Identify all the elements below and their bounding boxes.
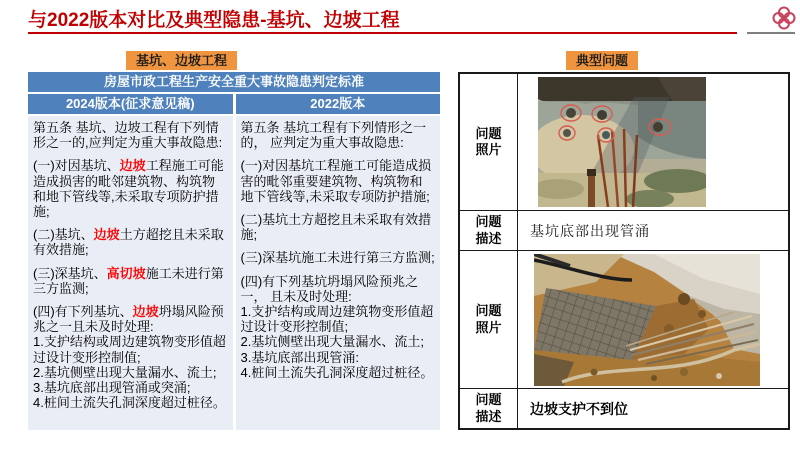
rosette-logo — [771, 5, 797, 31]
column-2022-content: 第五条 基坑工程有下列情形之一的， 应判定为重大事故隐患: (一)对因基坑工程施工可能造成损害的毗邻重要建筑物、构筑物和地下管线等,未采取专项防护措施; (二)基坑土方超挖且未采取有效措施; (三)深基坑施工未进行第三方监测; (四)有下列基坑坍塌风险预兆之一， 且未及时处理: 1.支护结构或周边建筑物变形值超过设计变形控制值; 2.基坑侧壁出现大量漏水、流土; 3.基坑底部出现管涌: 4.桩间土流失孔洞深度超过桩径。 — [236, 116, 441, 430]
problem-photo-label-1: 问题照片 — [460, 74, 518, 210]
problem-desc-text-1: 基坑底部出现管涌 — [518, 210, 788, 250]
problem-desc-text-2: 边坡支护不到位 — [518, 388, 788, 428]
table-title: 房屋市政工程生产安全重大事故隐患判定标准 — [28, 72, 440, 92]
problem-desc-label-2: 问题描述 — [460, 388, 518, 428]
section-tag-typical-problems: 典型问题 — [566, 51, 638, 70]
problem-desc-label-1: 问题描述 — [460, 210, 518, 250]
problem-photo-label-2: 问题照片 — [460, 250, 518, 388]
title-underline-accent — [747, 32, 795, 34]
column-2024-content: 第五条 基坑、边坡工程有下列情形之一的,应判定为重大事故隐患: (一)对因基坑、边坡工程施工可能造成损害的毗邻建筑物、构筑物和地下管线等,未采取专项防护措施; (二)基坑、边坡土方超挖且未采取有效措施; (三)深基坑、高切坡施工未进行第三方监测; (四)有下列基坑、边坡坍塌风险预兆之一且未及时处理: 1.支护结构或周边建筑物变形值超过设计变形控制值; 2.基坑侧壁出现大量漏水、流土; 3.基坑底部出现管涌或突涌; 4.桩间土流失孔洞深度超过桩径。 — [28, 116, 233, 430]
typical-problems-table — [458, 72, 790, 430]
problem-photo-cell-2 — [518, 250, 788, 388]
column-header-2022: 2022版本 — [236, 94, 441, 114]
table-body — [28, 116, 440, 430]
column-header-2024: 2024版本(征求意见稿) — [28, 94, 233, 114]
column-header-row — [28, 94, 440, 114]
slope-support-photo — [534, 254, 760, 386]
standards-comparison-table — [28, 72, 440, 430]
section-tag-pit-slope: 基坑、边坡工程 — [126, 51, 237, 70]
title-underline — [28, 32, 737, 34]
page-title: 与2022版本对比及典型隐患-基坑、边坡工程 — [28, 10, 400, 31]
problem-photo-cell-1 — [518, 74, 788, 210]
pit-piping-photo — [538, 77, 706, 207]
